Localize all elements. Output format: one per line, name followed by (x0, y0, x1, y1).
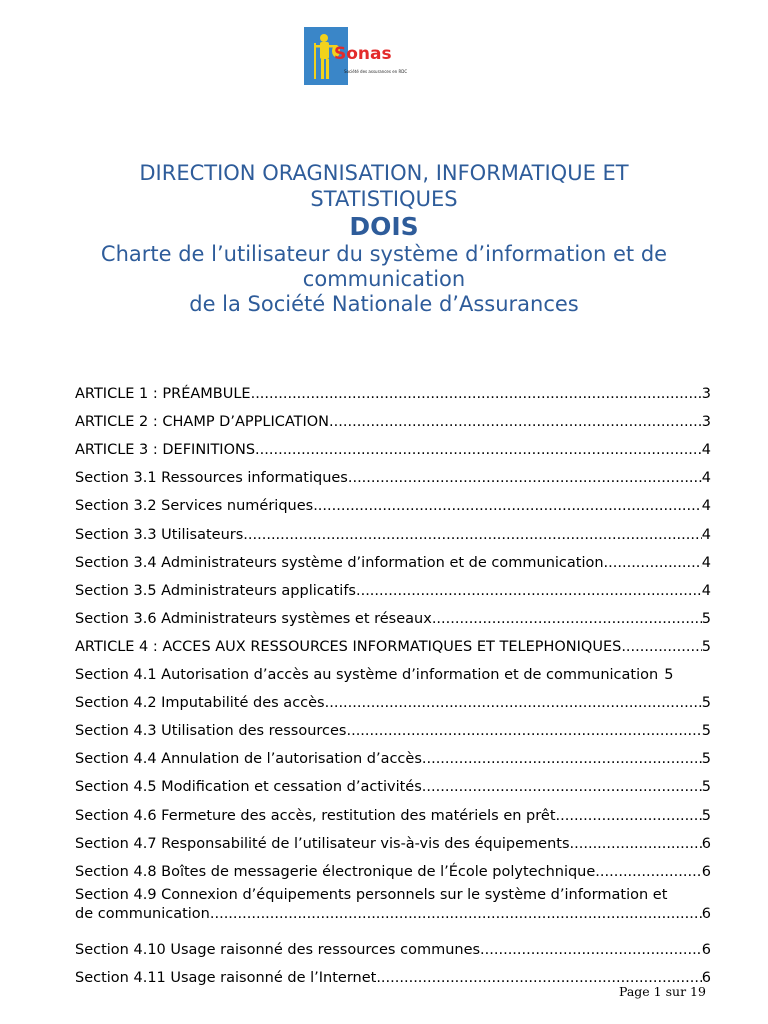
toc-leader-dots (621, 637, 701, 657)
sonas-logo (304, 27, 408, 87)
toc-entry-title: Section 3.2 Services numériques (75, 498, 314, 515)
toc-entry-page: 6 (701, 835, 711, 852)
toc-entry-page: 6 (701, 863, 711, 880)
toc-leader-dots (210, 905, 702, 924)
toc-entry-title: Section 4.9 Connexion d’équipements personnels sur le système d’information et (75, 886, 668, 903)
toc-entry-page: 5 (701, 779, 711, 796)
toc-entry-page: 3 (701, 414, 711, 431)
toc-entry-title: ARTICLE 3 : DEFINITIONS (75, 442, 256, 459)
toc-entry-page: 4 (701, 442, 711, 459)
toc-entry-page: 5 (664, 667, 674, 684)
toc-entry-page: 5 (701, 751, 711, 768)
toc-entry-page: 4 (701, 498, 711, 515)
company-title: de la Société Nationale d’Assurances (189, 292, 579, 316)
charter-title: Charte de l’utilisateur du système d’information et de communication (100, 242, 668, 291)
toc-entry[interactable] (75, 545, 711, 573)
toc-leader-dots (251, 384, 702, 404)
toc-leader-dots (243, 525, 701, 545)
toc-entry[interactable] (75, 376, 711, 404)
logo-wordmark: Sonas (334, 44, 392, 64)
toc-entry-title: Section 4.5 Modification et cessation d’activités (75, 779, 422, 796)
toc-leader-dots (570, 834, 702, 854)
toc-entry-title: Section 4.6 Fermeture des accès, restitution des matériels en prêt (75, 807, 556, 824)
toc-entry-page: 6 (701, 905, 711, 922)
toc-entry[interactable] (75, 629, 711, 657)
toc-entry[interactable] (75, 797, 711, 825)
toc-entry[interactable] (75, 713, 711, 741)
toc-entry-title: Section 4.11 Usage raisonné de l’Internet (75, 969, 377, 986)
toc-leader-dots (325, 693, 702, 713)
toc-leader-dots (422, 777, 702, 797)
toc-entry[interactable] (75, 882, 711, 932)
toc-entry-page: 5 (701, 695, 711, 712)
toc-leader-dots (604, 553, 702, 573)
toc-entry[interactable] (75, 573, 711, 601)
toc-leader-dots (595, 862, 701, 882)
toc-entry-title: ARTICLE 1 : PRÉAMBULE (75, 386, 251, 403)
toc-entry-page: 3 (701, 386, 711, 403)
toc-entry-title-continued: de communication (75, 905, 210, 922)
table-of-contents (75, 376, 711, 988)
toc-leader-dots (422, 749, 702, 769)
toc-leader-dots (346, 721, 701, 741)
toc-entry-page: 4 (701, 554, 711, 571)
toc-entry-page: 4 (701, 470, 711, 487)
toc-entry[interactable] (75, 826, 711, 854)
toc-entry-page: 5 (701, 610, 711, 627)
toc-entry-title: Section 4.4 Annulation de l’autorisation d’accès (75, 751, 422, 768)
toc-entry-title: ARTICLE 4 : ACCES AUX RESSOURCES INFORMATIQUES ET TELEPHONIQUES (75, 638, 622, 655)
toc-leader-dots (313, 496, 702, 516)
toc-leader-dots (432, 609, 702, 629)
toc-leader-dots (348, 468, 702, 488)
toc-entry[interactable] (75, 404, 711, 432)
toc-leader-dots (480, 940, 702, 960)
toc-entry-title: Section 3.5 Administrateurs applicatifs (75, 582, 356, 599)
toc-leader-dots (356, 581, 702, 601)
document-header (0, 160, 768, 317)
toc-entry[interactable] (75, 657, 711, 685)
toc-entry-title: ARTICLE 2 : CHAMP D’APPLICATION (75, 414, 330, 431)
toc-entry-page: 6 (701, 969, 711, 986)
acronym-title: DOIS (349, 212, 419, 241)
toc-entry-title: Section 4.10 Usage raisonné des ressources communes (75, 941, 481, 958)
toc-entry[interactable] (75, 460, 711, 488)
direction-title: DIRECTION ORAGNISATION, INFORMATIQUE ET STATISTIQUES (139, 161, 629, 211)
toc-leader-dots (556, 806, 702, 826)
toc-entry-page: 6 (701, 941, 711, 958)
toc-leader-dots (329, 412, 702, 432)
page-number: Page 1 sur 19 (619, 984, 706, 999)
toc-entry-title: Section 3.4 Administrateurs système d’information et de communication (75, 554, 604, 571)
toc-entry-page: 4 (701, 526, 711, 543)
toc-entry[interactable] (75, 432, 711, 460)
toc-entry[interactable] (75, 601, 711, 629)
toc-entry[interactable] (75, 516, 711, 544)
toc-entry-page: 5 (701, 807, 711, 824)
toc-entry-title: Section 4.1 Autorisation d’accès au système d’information et de communication (75, 667, 659, 684)
toc-entry[interactable] (75, 769, 711, 797)
toc-entry[interactable] (75, 932, 711, 960)
toc-entry[interactable] (75, 960, 711, 988)
toc-entry-title: Section 3.6 Administrateurs systèmes et réseaux (75, 610, 432, 627)
toc-entry-title: Section 4.2 Imputabilité des accès (75, 695, 325, 712)
toc-entry-title: Section 4.8 Boîtes de messagerie électronique de l’École polytechnique (75, 863, 596, 880)
toc-entry-page: 5 (701, 638, 711, 655)
toc-entry[interactable] (75, 854, 711, 882)
toc-entry-page: 5 (701, 723, 711, 740)
toc-entry-title: Section 3.1 Ressources informatiques (75, 470, 348, 487)
toc-entry-title: Section 3.3 Utilisateurs (75, 526, 244, 543)
toc-entry[interactable] (75, 741, 711, 769)
toc-entry-title: Section 4.7 Responsabilité de l’utilisateur vis-à-vis des équipements (75, 835, 570, 852)
toc-entry[interactable] (75, 488, 711, 516)
toc-leader-dots (255, 440, 702, 460)
toc-entry-title: Section 4.3 Utilisation des ressources (75, 723, 347, 740)
toc-entry[interactable] (75, 685, 711, 713)
toc-entry-page: 4 (701, 582, 711, 599)
logo-tagline: Société des assurances en RDC (344, 69, 408, 74)
